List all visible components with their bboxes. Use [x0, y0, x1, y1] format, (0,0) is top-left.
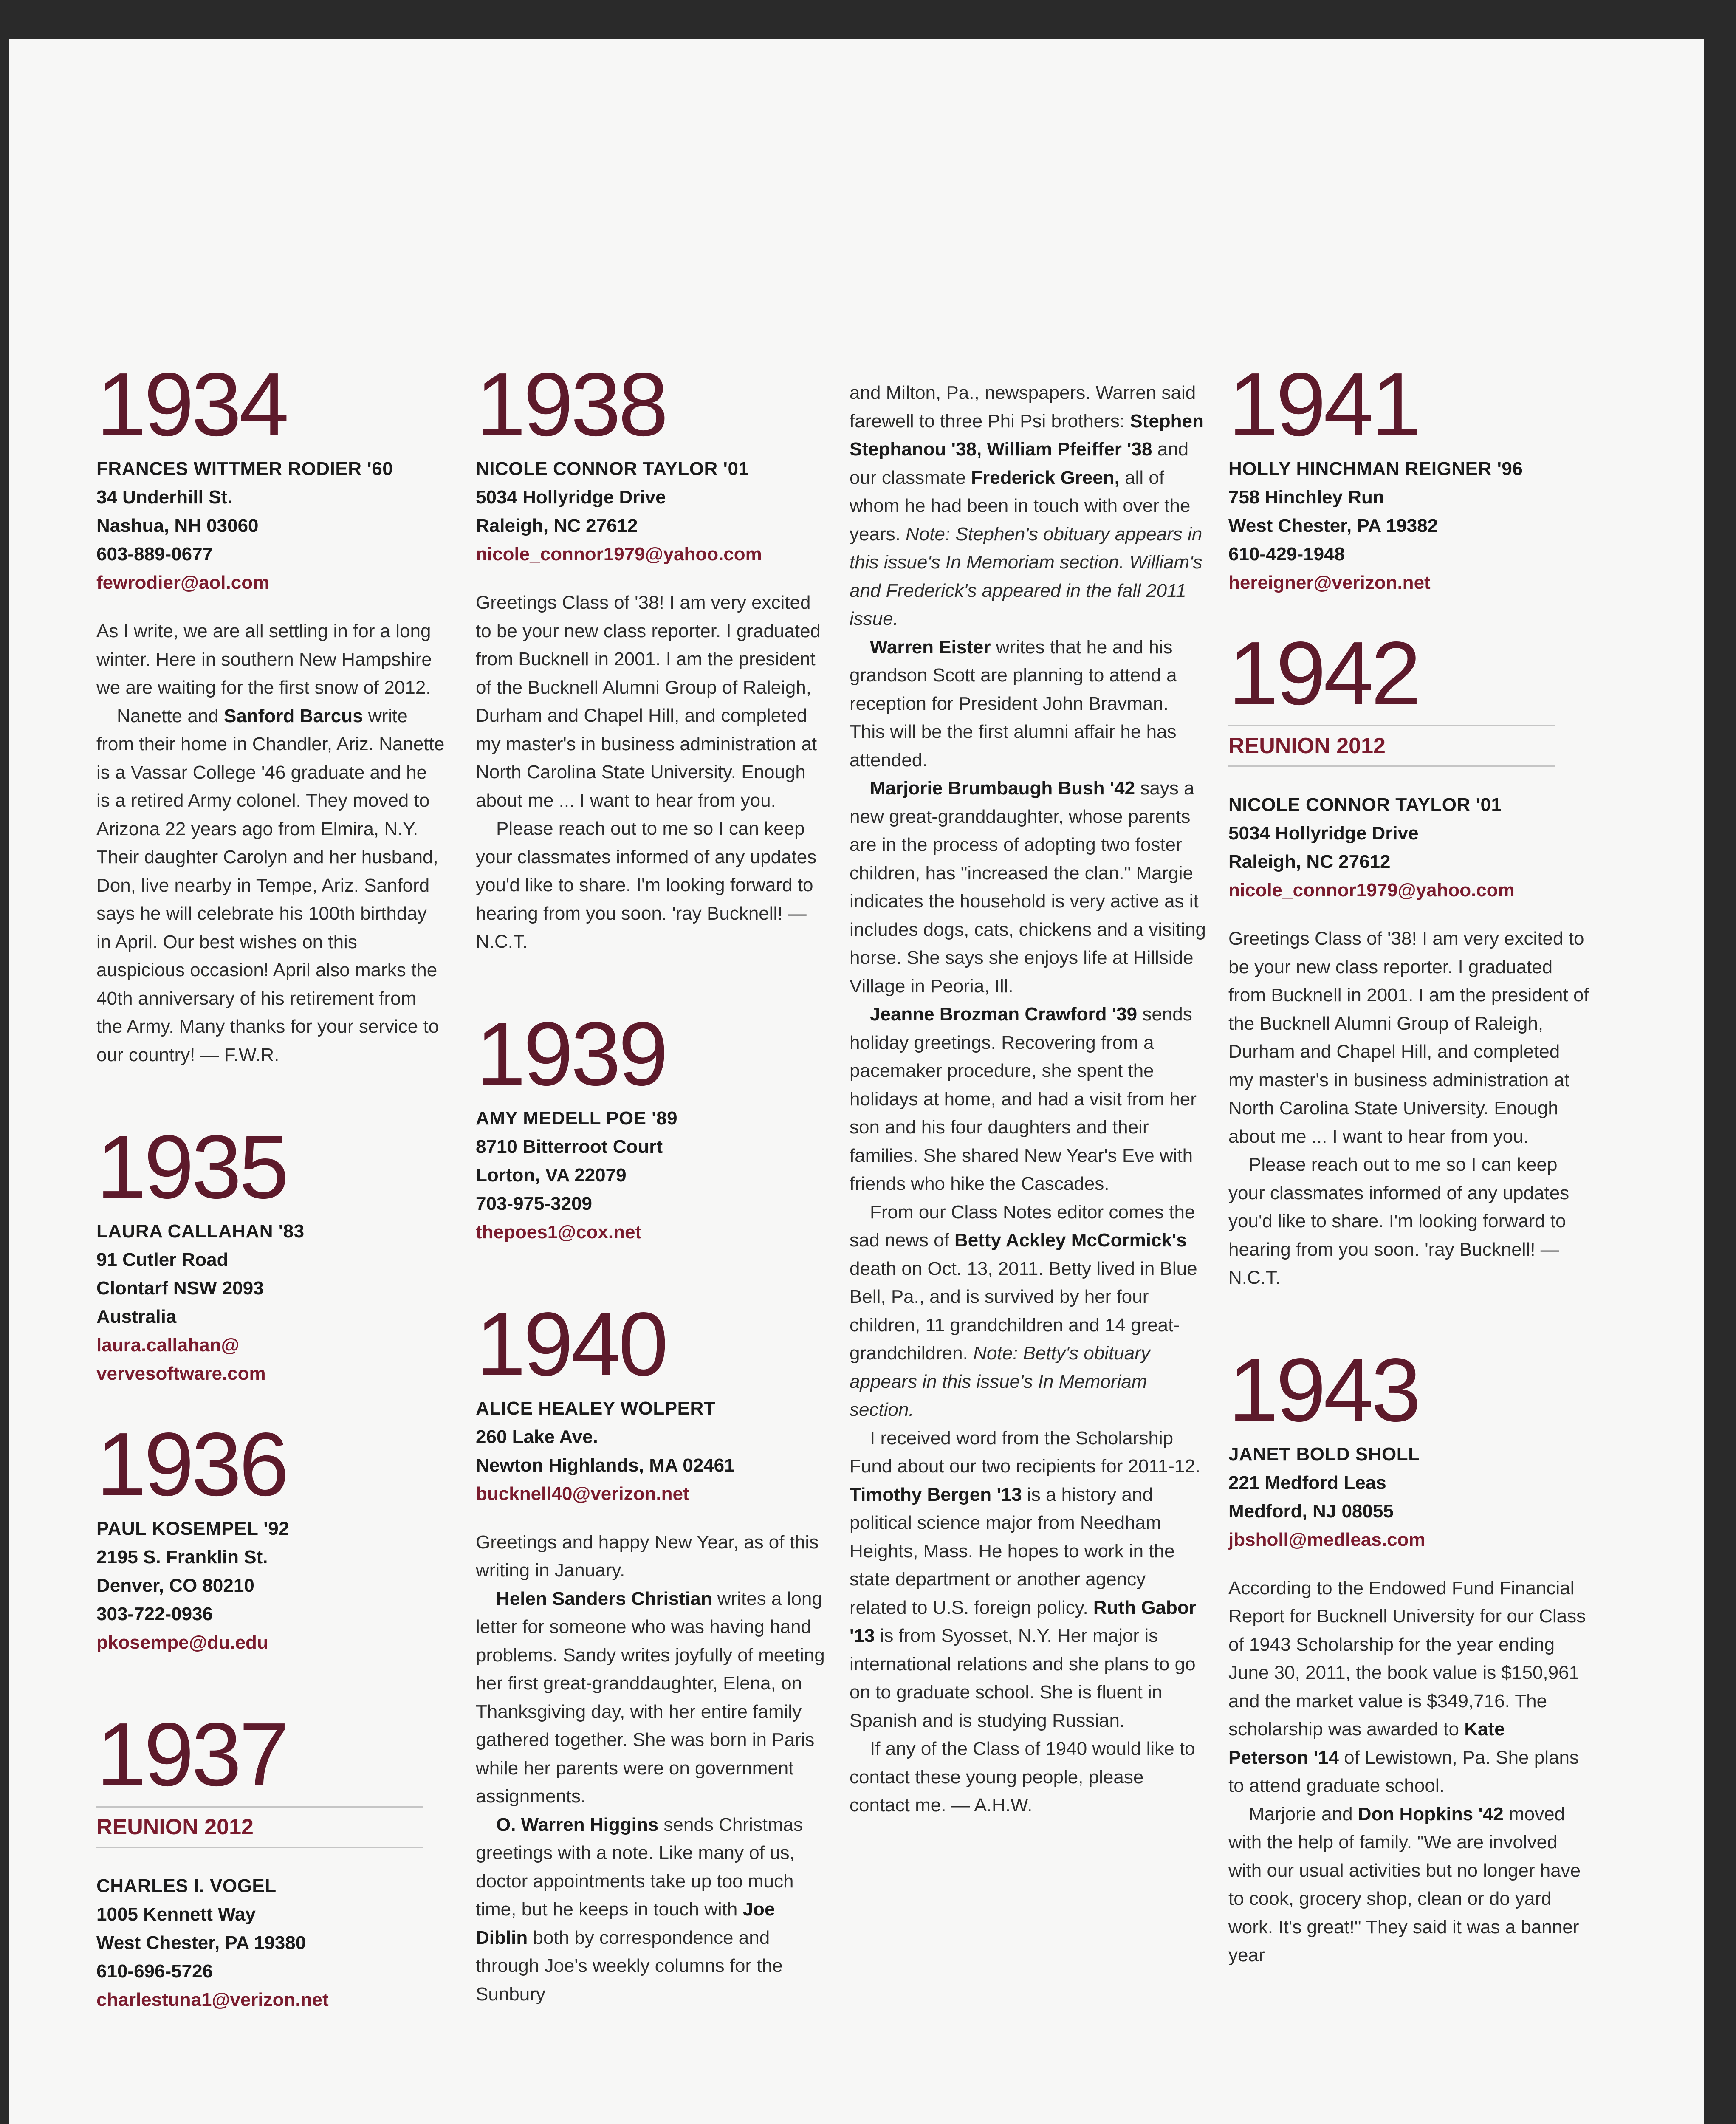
email-link[interactable]: hereigner@verizon.net: [1228, 572, 1431, 593]
email-link[interactable]: nicole_connor1979@yahoo.com: [476, 544, 762, 565]
class-reporter-contact: [1228, 1440, 1589, 1554]
year-heading: 1943: [1228, 1339, 1419, 1440]
class-reporter-contact: [476, 455, 828, 568]
column-1: [96, 354, 445, 2014]
year-heading: 1940: [476, 1293, 666, 1394]
address-line: 8710 Bitterroot Court: [476, 1136, 663, 1157]
address-line: 5034 Hollyridge Drive: [1228, 823, 1419, 844]
class-reporter-contact: [476, 1104, 828, 1246]
paragraph: If any of the Class of 1940 would like to contact these young people, please contact me. — A.H.W.: [850, 1738, 1195, 1816]
reunion-banner: REUNION 2012: [1228, 725, 1555, 767]
reporter-name: NICOLE CONNOR TAYLOR '01: [476, 458, 749, 479]
class-1942: [1228, 623, 1589, 1292]
email-link[interactable]: fewrodier@aol.com: [96, 572, 270, 593]
paragraph: As I write, we are all settling in for a long winter. Here in southern New Hampshire we are waiting for the first snow of 2012.: [96, 621, 432, 698]
class-reporter-contact: [96, 1514, 445, 1657]
reporter-name: NICOLE CONNOR TAYLOR '01: [1228, 794, 1502, 815]
year-heading: 1939: [476, 1003, 666, 1104]
address-line: 758 Hinchley Run: [1228, 487, 1384, 508]
class-notes: [476, 589, 828, 956]
class-1940: [476, 1293, 828, 2009]
email-link[interactable]: laura.callahan@ vervesoftware.com: [96, 1335, 266, 1384]
address-line: 34 Underhill St.: [96, 487, 233, 508]
reunion-banner: REUNION 2012: [96, 1806, 423, 1848]
address-line: 260 Lake Ave.: [476, 1426, 598, 1447]
paragraph: According to the Endowed Fund Financial Report for Bucknell University for our Class of 1943 Scholarship for the year ending June 30, 2011, the book value is $150,961 and the market value is $349,716. The scholarship was awarded to Kate Peterson '14 of Lewistown, Pa. She plans to attend graduate school.: [1228, 1577, 1586, 1796]
email-link[interactable]: nicole_connor1979@yahoo.com: [1228, 880, 1515, 901]
email-link[interactable]: charlestuna1@verizon.net: [96, 1989, 329, 2010]
address-line: West Chester, PA 19382: [1228, 515, 1438, 536]
class-reporter-contact: [476, 1394, 828, 1508]
email-link[interactable]: pkosempe@du.edu: [96, 1632, 268, 1653]
address-line: West Chester, PA 19380: [96, 1932, 306, 1953]
class-reporter-contact: [96, 1872, 445, 2014]
paragraph: Marjorie and Don Hopkins '42 moved with the help of family. "We are involved with our usual activities but no longer have to cook, grocery shop, clean or do yard work. It's great!" They said it was a banner year: [1228, 1803, 1581, 1966]
paragraph: From our Class Notes editor comes the sad news of Betty Ackley McCormick's death on Oct. 13, 2011. Betty lived in Blue Bell, Pa., and is survived by her four children, 11 grandchildren and 14 great-grandchildren. Note: Betty's obituary appears in this issue's In Memoriam section.: [850, 1201, 1197, 1420]
reporter-name: ALICE HEALEY WOLPERT: [476, 1398, 716, 1419]
class-notes: [476, 1528, 828, 2009]
class-1934: [96, 354, 445, 1069]
reporter-name: FRANCES WITTMER RODIER '60: [96, 458, 393, 479]
address-line: 1005 Kennett Way: [96, 1904, 256, 1925]
paragraph: Greetings Class of '38! I am very excited to be your new class reporter. I graduated from Bucknell in 2001. I am the president of the Bucknell Alumni Group of Raleigh, Durham and Chapel Hill, and completed my master's in business administration at North Carolina State University. Enough about me ... I want to hear from you.: [476, 592, 821, 811]
reporter-name: PAUL KOSEMPEL '92: [96, 1518, 290, 1539]
class-notes: [1228, 925, 1589, 1292]
column-4: [1228, 354, 1589, 1970]
year-heading: 1938: [476, 354, 666, 455]
address-line: Newton Highlands, MA 02461: [476, 1455, 735, 1476]
year-heading: 1937: [96, 1704, 287, 1805]
class-1935: [96, 1116, 445, 1388]
class-reporter-contact: [1228, 791, 1589, 904]
address-line: 221 Medford Leas: [1228, 1472, 1386, 1493]
phone: 603-889-0677: [96, 544, 213, 565]
paragraph: O. Warren Higgins sends Christmas greetings with a note. Like many of us, doctor appointments take up too much time, but he keeps in touch with Joe Diblin both by correspondence and through Joe's weekly columns for the Sunbury: [476, 1814, 803, 2005]
class-1939: [476, 1003, 828, 1246]
address-line: Raleigh, NC 27612: [1228, 851, 1391, 872]
address-line: Nashua, NH 03060: [96, 515, 259, 536]
class-notes: [1228, 1574, 1589, 1970]
column-2: [476, 354, 828, 2008]
email-link[interactable]: jbsholl@medleas.com: [1228, 1529, 1425, 1550]
class-1936: [96, 1414, 445, 1657]
phone: 610-429-1948: [1228, 544, 1345, 565]
email-link[interactable]: thepoes1@cox.net: [476, 1221, 642, 1243]
reporter-name: JANET BOLD SHOLL: [1228, 1443, 1420, 1465]
year-heading: 1934: [96, 354, 287, 455]
phone: 703-975-3209: [476, 1193, 593, 1214]
magazine-page: [9, 39, 1704, 2124]
address-line: 91 Cutler Road: [96, 1249, 229, 1270]
class-reporter-contact: [1228, 455, 1589, 597]
class-1937: [96, 1704, 445, 2014]
reporter-name: HOLLY HINCHMAN REIGNER '96: [1228, 458, 1523, 479]
paragraph: Nanette and Sanford Barcus write from their home in Chandler, Ariz. Nanette is a Vassar College '46 graduate and he is a retired Army colonel. They moved to Arizona 22 years ago from Elmira, N.Y. Their daughter Carolyn and her husband, Don, live nearby in Tempe, Ariz. Sanford says he will celebrate his 100th birthday in April. Our best wishes on this auspicious occasion! April also marks the 40th anniversary of his retirement from the Army. Many thanks for your service to our country! — F.W.R.: [96, 705, 445, 1065]
address-line: 2195 S. Franklin St.: [96, 1547, 268, 1568]
address-line: Australia: [96, 1306, 177, 1327]
paragraph: Helen Sanders Christian writes a long letter for someone who was having hand problems. Sandy writes joyfully of meeting her first great-granddaughter, Elena, on Thanksgiving day, with her entire family gathered together. She was born in Paris while her parents were on government assignments.: [476, 1588, 825, 1807]
address-line: Clontarf NSW 2093: [96, 1278, 264, 1299]
address-line: Lorton, VA 22079: [476, 1164, 627, 1186]
paragraph: Greetings and happy New Year, as of this writing in January.: [476, 1531, 819, 1581]
class-notes-continued: [850, 379, 1206, 1820]
paragraph: Please reach out to me so I can keep your classmates informed of any updates you'd like to share. I'm looking forward to hearing from you soon. 'ray Bucknell! — N.C.T.: [476, 818, 817, 952]
class-1941: [1228, 354, 1589, 597]
address-line: Raleigh, NC 27612: [476, 515, 638, 536]
paragraph: Warren Eister writes that he and his grandson Scott are planning to attend a reception for President John Bravman. This will be the first alumni affair he has attended.: [850, 636, 1177, 771]
year-heading: 1935: [96, 1116, 287, 1217]
paragraph: Marjorie Brumbaugh Bush '42 says a new great-granddaughter, whose parents are in the process of adopting two foster children, has "increased the clan." Margie indicates the household is very active as it includes dogs, cats, chickens and a visiting horse. She says she enjoys life at Hillside Village in Peoria, Ill.: [850, 778, 1206, 997]
class-1943: [1228, 1339, 1589, 1970]
year-heading: 1942: [1228, 623, 1419, 723]
address-line: 5034 Hollyridge Drive: [476, 487, 666, 508]
reporter-name: AMY MEDELL POE '89: [476, 1107, 678, 1129]
paragraph: Greetings Class of '38! I am very excited to be your new class reporter. I graduated from Bucknell in 2001. I am the president of the Bucknell Alumni Group of Raleigh, Durham and Chapel Hill, and completed my master's in business administration at North Carolina State University. Enough about me ... I want to hear from you.: [1228, 928, 1589, 1147]
reporter-name: CHARLES I. VOGEL: [96, 1875, 277, 1896]
paragraph: I received word from the Scholarship Fund about our two recipients for 2011-12. Timothy Bergen '13 is a history and political science major from Needham Heights, Mass. He hopes to work in the state department or another agency related to U.S. foreign policy. Ruth Gabor '13 is from Syosset, N.Y. Her major is international relations and she plans to go on to graduate school. She is fluent in Spanish and is studying Russian.: [850, 1427, 1200, 1731]
paragraph: Jeanne Brozman Crawford '39 sends holiday greetings. Recovering from a pacemaker procedure, she spent the holidays at home, and had a visit from her son and his four daughters and their families. She shared New Year's Eve with friends who hike the Cascades.: [850, 1004, 1197, 1194]
paragraph: Please reach out to me so I can keep your classmates informed of any updates you'd like to share. I'm looking forward to hearing from you soon. 'ray Bucknell! — N.C.T.: [1228, 1154, 1569, 1288]
paragraph: and Milton, Pa., newspapers. Warren said farewell to three Phi Psi brothers: Stephen Stephanou '38, William Pfeiffer '38 and our classmate Frederick Green, all of whom he had been in touch with over the years. Note: Stephen's obituary appears in this issue's In Memoriam section. William's and Frederick's appeared in the fall 2011 issue.: [850, 382, 1204, 629]
class-notes: [96, 617, 445, 1069]
year-heading: 1941: [1228, 354, 1419, 455]
address-line: Medford, NJ 08055: [1228, 1500, 1394, 1522]
class-reporter-contact: [96, 455, 445, 597]
phone: 303-722-0936: [96, 1604, 213, 1624]
phone: 610-696-5726: [96, 1961, 213, 1982]
column-3: [850, 379, 1206, 1820]
email-link[interactable]: bucknell40@verizon.net: [476, 1483, 689, 1504]
class-1938: [476, 354, 828, 956]
class-reporter-contact: [96, 1217, 445, 1388]
reporter-name: LAURA CALLAHAN '83: [96, 1221, 305, 1242]
year-heading: 1936: [96, 1414, 287, 1514]
address-line: Denver, CO 80210: [96, 1575, 254, 1596]
